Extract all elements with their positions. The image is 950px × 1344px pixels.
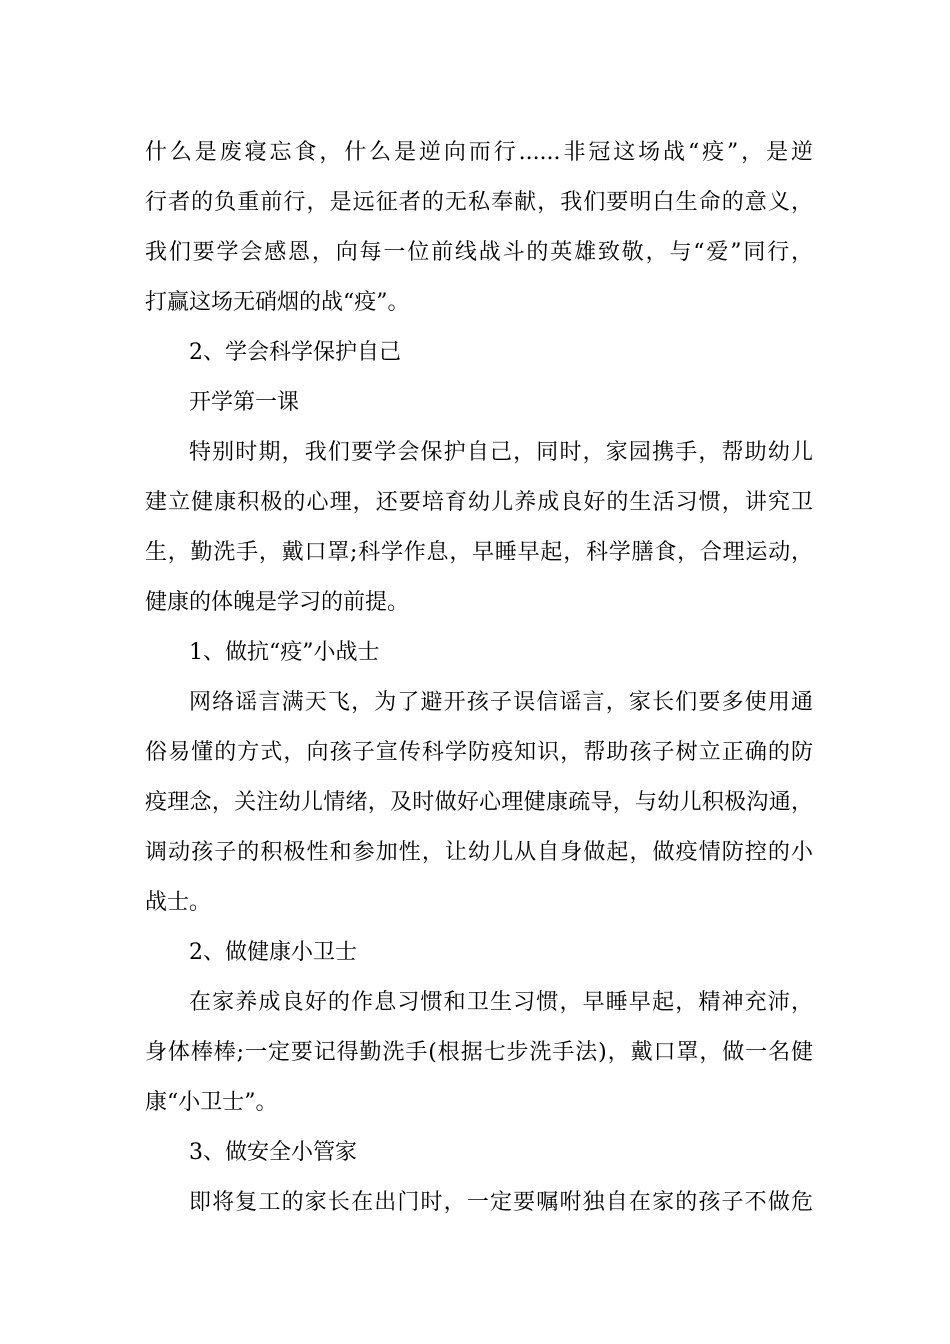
paragraph-safety-steward (145, 1178, 813, 1228)
heading-line: 3、做安全小管家 (189, 1140, 357, 1165)
paragraph-protect-self (145, 428, 813, 628)
item-heading-2 (145, 928, 813, 978)
text-line: 俗易懂的方式，向孩子宣传科学防疫知识，帮助孩子树立正确的防 (145, 740, 813, 765)
heading-line: 1、做抗“疫”小战士 (189, 640, 380, 665)
text-line: 网络谣言满天飞，为了避开孩子误信谣言，家长们要多使用通 (189, 690, 813, 715)
text-line: 我们要学会感恩，向每一位前线战斗的英雄致敬，与“爱”同行， (145, 240, 813, 265)
text-line: 在家养成良好的作息习惯和卫生习惯，早睡早起，精神充沛， (189, 990, 813, 1015)
text-line: 生，勤洗手，戴口罩;科学作息，早睡早起，科学膳食，合理运动， (145, 540, 813, 565)
text-line: 康“小卫士”。 (145, 1090, 278, 1115)
text-line: 特别时期，我们要学会保护自己，同时，家园携手，帮助幼儿 (189, 440, 813, 465)
text-line: 打赢这场无硝烟的战“疫”。 (145, 290, 410, 315)
text-line: 行者的负重前行，是远征者的无私奉献，我们要明白生命的意义， (145, 190, 813, 215)
text-line: 战士。 (145, 890, 212, 915)
text-line: 疫理念，关注幼儿情绪，及时做好心理健康疏导，与幼儿积极沟通， (145, 790, 813, 815)
paragraph-fight-epidemic (145, 678, 813, 928)
text-line: 什么是废寝忘食，什么是逆向而行......非冠这场战“疫”，是逆 (145, 140, 813, 165)
text-line: 建立健康积极的心理，还要培育幼儿养成良好的生活习惯，讲究卫 (145, 490, 813, 515)
subsection-title (145, 378, 813, 428)
item-heading-1 (145, 628, 813, 678)
heading-line: 2、学会科学保护自己 (189, 340, 401, 365)
text-line: 身体棒棒;一定要记得勤洗手(根据七步洗手法)，戴口罩，做一名健 (145, 1040, 813, 1065)
paragraph-intro (145, 128, 813, 328)
heading-line: 开学第一课 (189, 390, 300, 415)
document-page (145, 128, 813, 1228)
text-line: 即将复工的家长在出门时，一定要嘱咐独自在家的孩子不做危 (189, 1190, 813, 1215)
text-line: 调动孩子的积极性和参加性，让幼儿从自身做起，做疫情防控的小 (145, 840, 813, 865)
text-line: 健康的体魄是学习的前提。 (145, 590, 410, 615)
section-heading (145, 328, 813, 378)
heading-line: 2、做健康小卫士 (189, 940, 357, 965)
paragraph-health-guard (145, 978, 813, 1128)
item-heading-3 (145, 1128, 813, 1178)
